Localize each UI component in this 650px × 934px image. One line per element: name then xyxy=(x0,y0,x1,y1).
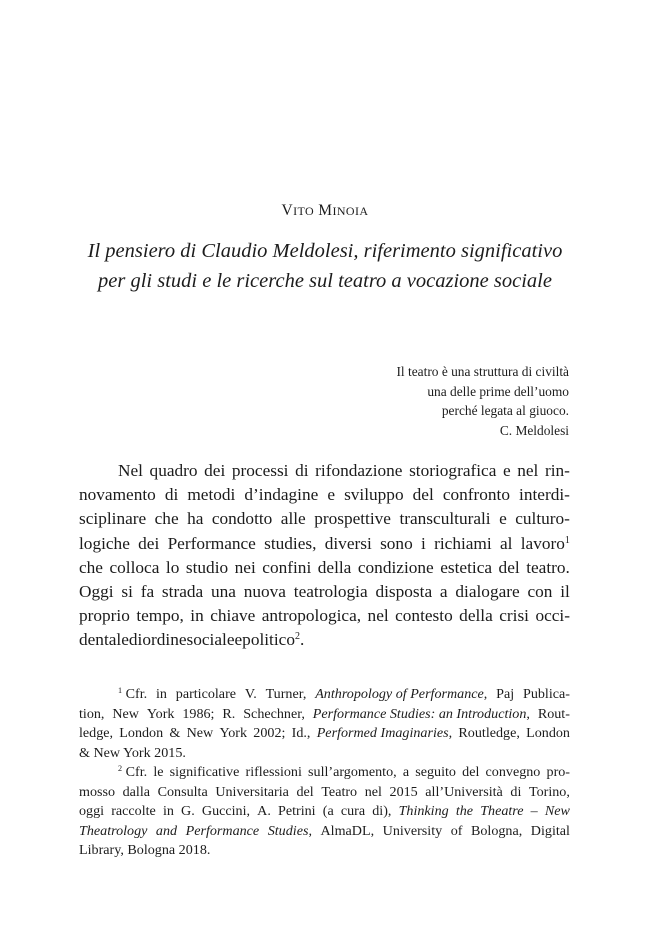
word: dentale xyxy=(79,630,129,650)
word: pro- xyxy=(546,764,570,780)
word: V. xyxy=(244,686,257,702)
word: oggi xyxy=(79,803,105,819)
word: condizione xyxy=(357,557,434,577)
word: Theatre xyxy=(480,803,524,819)
word: culturo- xyxy=(515,509,570,529)
word: all’Università xyxy=(425,783,503,800)
word: lo xyxy=(165,557,180,577)
body-line xyxy=(79,628,570,652)
word: rifondazione xyxy=(315,461,403,480)
word: occi- xyxy=(535,606,570,626)
italic-title: Performed Imaginaries xyxy=(316,725,449,741)
word: York xyxy=(219,725,248,741)
word: Turner, xyxy=(265,686,307,702)
word: di xyxy=(510,783,522,800)
word: chiave xyxy=(210,606,256,626)
word: nel xyxy=(367,606,389,626)
body-line xyxy=(79,507,570,531)
word: fa xyxy=(140,582,155,602)
word: confronto xyxy=(442,485,510,505)
word: seguito xyxy=(415,764,456,780)
word: processi xyxy=(231,461,289,480)
footnote-ref: 1 xyxy=(564,534,570,546)
word: interdi- xyxy=(519,485,570,505)
epigraph-line: perché legata al giuoco. xyxy=(441,403,569,418)
word: colloca xyxy=(109,557,160,577)
footnote-mark: 2 xyxy=(118,764,123,774)
word: del xyxy=(296,783,314,800)
word: novamento xyxy=(79,485,156,505)
footnote-line xyxy=(79,822,570,842)
footnote-number: $^1$ Cfr. xyxy=(118,686,148,702)
word: Paj xyxy=(496,686,515,702)
epigraph-attribution: C. Meldolesi xyxy=(499,422,569,438)
body-line xyxy=(79,556,570,580)
italic-title: Performance Studies: an Introduction xyxy=(312,705,527,722)
word: dalla xyxy=(122,783,151,800)
word: significative xyxy=(169,764,240,780)
word: York xyxy=(146,705,175,722)
footnote-number: $^2$ Cfr. xyxy=(118,764,148,780)
word: quadro xyxy=(149,461,198,480)
word: il xyxy=(560,582,570,602)
word: alle xyxy=(280,509,306,529)
word: the xyxy=(455,803,474,819)
word: e xyxy=(499,509,507,529)
word: Rout- xyxy=(537,705,570,722)
body-line xyxy=(79,483,570,507)
word: della xyxy=(459,606,493,626)
word: sono xyxy=(380,533,413,553)
word: nel xyxy=(364,783,382,800)
word: nuova xyxy=(243,582,286,602)
footnote-ref: 2 xyxy=(294,631,300,643)
word: Thinking xyxy=(398,803,449,819)
word: diversi xyxy=(324,533,372,553)
word: di xyxy=(295,461,309,480)
word: e xyxy=(502,461,511,480)
word: crisi xyxy=(499,606,529,626)
italic-title: Studies xyxy=(267,822,309,839)
word: Torino, xyxy=(528,783,570,800)
word: University xyxy=(382,822,443,839)
word: a xyxy=(402,764,410,780)
word: 1986; xyxy=(182,705,215,722)
epigraph-line: Il teatro è una struttura di civiltà xyxy=(396,364,569,379)
word: tempo, xyxy=(136,606,184,626)
footnote-line xyxy=(79,763,570,783)
word: sociale xyxy=(186,630,235,650)
epigraph xyxy=(249,362,569,440)
word: proprio xyxy=(79,606,130,626)
word: London xyxy=(526,725,570,741)
word: di xyxy=(128,630,143,650)
word: teatro. xyxy=(526,557,570,577)
word: Teatro xyxy=(321,783,358,800)
word: convegno xyxy=(485,764,541,780)
word: si xyxy=(121,582,133,602)
word: particolare xyxy=(175,686,237,702)
body-line xyxy=(79,532,570,556)
footnote-line xyxy=(79,744,570,764)
word: una xyxy=(210,582,236,602)
word: AlmaDL, xyxy=(320,822,375,839)
word: sviluppo xyxy=(344,485,404,505)
author-name: VITO MINOIA xyxy=(281,202,369,219)
footnote-line xyxy=(79,685,570,705)
word: in xyxy=(190,606,204,626)
word: of xyxy=(450,822,463,839)
word: teatrologia xyxy=(293,582,368,602)
word: a xyxy=(439,582,448,602)
word: & xyxy=(169,725,181,741)
footnote-mark: 1 xyxy=(118,686,123,696)
footnotes xyxy=(79,685,570,861)
word: ha xyxy=(187,509,204,529)
epigraph-line: una delle prime dell’uomo xyxy=(427,383,569,399)
word: cura xyxy=(340,803,366,819)
word: R. xyxy=(222,705,236,722)
word: le xyxy=(153,764,164,780)
word: tion, xyxy=(79,705,105,722)
word: Consulta xyxy=(157,783,208,800)
word: London xyxy=(119,725,164,741)
italic-title: Anthropology of Performance xyxy=(315,686,484,702)
word: i xyxy=(421,533,426,553)
word: che xyxy=(79,557,103,577)
word: e xyxy=(327,485,336,505)
word: transculturali xyxy=(399,509,491,529)
word: Performance xyxy=(167,533,256,553)
footnote-line xyxy=(79,724,570,744)
word: Library, Bologna 2018. xyxy=(79,842,211,858)
word: estetica xyxy=(440,557,493,577)
word: antropologica, xyxy=(261,606,362,626)
body-line xyxy=(79,604,570,628)
word: 2015 xyxy=(389,783,418,800)
word: richiami xyxy=(434,533,492,553)
chapter-title xyxy=(60,236,590,296)
word: Routledge, xyxy=(458,725,520,741)
footnote-line xyxy=(79,802,570,822)
word: disposta xyxy=(375,582,433,602)
word: nel xyxy=(517,461,539,480)
word: della xyxy=(317,557,352,577)
word: logiche xyxy=(79,533,130,553)
word: riflessioni xyxy=(245,764,302,780)
word: and xyxy=(155,822,178,839)
word: lavoro$^1$ xyxy=(520,533,570,553)
word: nei xyxy=(234,557,256,577)
word: d’indagine xyxy=(244,485,319,505)
word: studio xyxy=(185,557,229,577)
word: contesto xyxy=(395,606,453,626)
word: 2002; xyxy=(253,725,286,741)
word: Guccini, xyxy=(201,803,251,819)
word: Publica- xyxy=(522,686,570,702)
word: e xyxy=(234,630,243,650)
word: rin- xyxy=(544,461,570,480)
word: Universitaria xyxy=(215,783,289,800)
word: Studies, xyxy=(267,822,312,839)
word: Theatrology xyxy=(79,822,148,839)
body-line xyxy=(79,459,570,483)
word: Digital xyxy=(530,822,570,839)
word: (a xyxy=(322,803,334,819)
word: con xyxy=(527,582,553,602)
word: G. xyxy=(181,803,195,819)
body-line xyxy=(79,580,570,604)
title-line: per gli studi e le ricerche sul teatro a vocazione sociale xyxy=(98,270,552,292)
word: New xyxy=(544,803,570,819)
word: sull’argomento, xyxy=(308,764,397,780)
word: dei xyxy=(204,461,226,480)
word: condotto xyxy=(211,509,273,529)
footnote-line xyxy=(79,705,570,725)
word: & New York 2015. xyxy=(79,744,186,761)
word: mosso xyxy=(79,783,116,800)
word: politico$^2$. xyxy=(242,630,305,650)
footnote-line xyxy=(79,783,570,803)
word: al xyxy=(499,533,513,553)
word: del xyxy=(462,764,480,780)
word: Performance xyxy=(185,822,260,839)
word: dei xyxy=(138,533,160,553)
word: ordine xyxy=(142,630,187,650)
word: dialogare xyxy=(455,582,520,602)
word: metodi xyxy=(187,485,236,505)
word: studies, xyxy=(264,533,317,553)
word: confini xyxy=(262,557,312,577)
word: Anthropology of Performance, xyxy=(315,686,488,702)
word: di xyxy=(164,485,179,505)
word: New xyxy=(186,725,214,741)
title-line: Il pensiero di Claudio Meldolesi, riferimento significativo xyxy=(87,240,563,262)
word: in xyxy=(155,686,167,702)
word: Performance Studies: an Introduction, xyxy=(312,705,530,722)
word: del xyxy=(412,485,434,505)
word: in xyxy=(162,803,174,819)
word: raccolte xyxy=(111,803,156,819)
word: Bologna, xyxy=(470,822,523,839)
word: Petrini xyxy=(278,803,316,819)
word: A. xyxy=(257,803,271,819)
word: – xyxy=(530,803,538,819)
footnote-line xyxy=(79,841,570,861)
word: che xyxy=(154,509,179,529)
word: sciplinare xyxy=(79,509,147,529)
word: ledge, xyxy=(79,725,114,741)
word: storiografica xyxy=(409,461,497,480)
word: Performed Imaginaries, xyxy=(316,725,453,741)
word: Id., xyxy=(291,725,311,741)
word: Oggi xyxy=(79,582,114,602)
word: di), xyxy=(372,803,392,819)
word: Nel xyxy=(118,461,143,480)
word: Schechner, xyxy=(243,705,305,722)
word: strada xyxy=(161,582,204,602)
body-paragraph xyxy=(79,459,570,653)
word: New xyxy=(112,705,139,722)
word: del xyxy=(498,557,520,577)
word: prospettive xyxy=(314,509,391,529)
